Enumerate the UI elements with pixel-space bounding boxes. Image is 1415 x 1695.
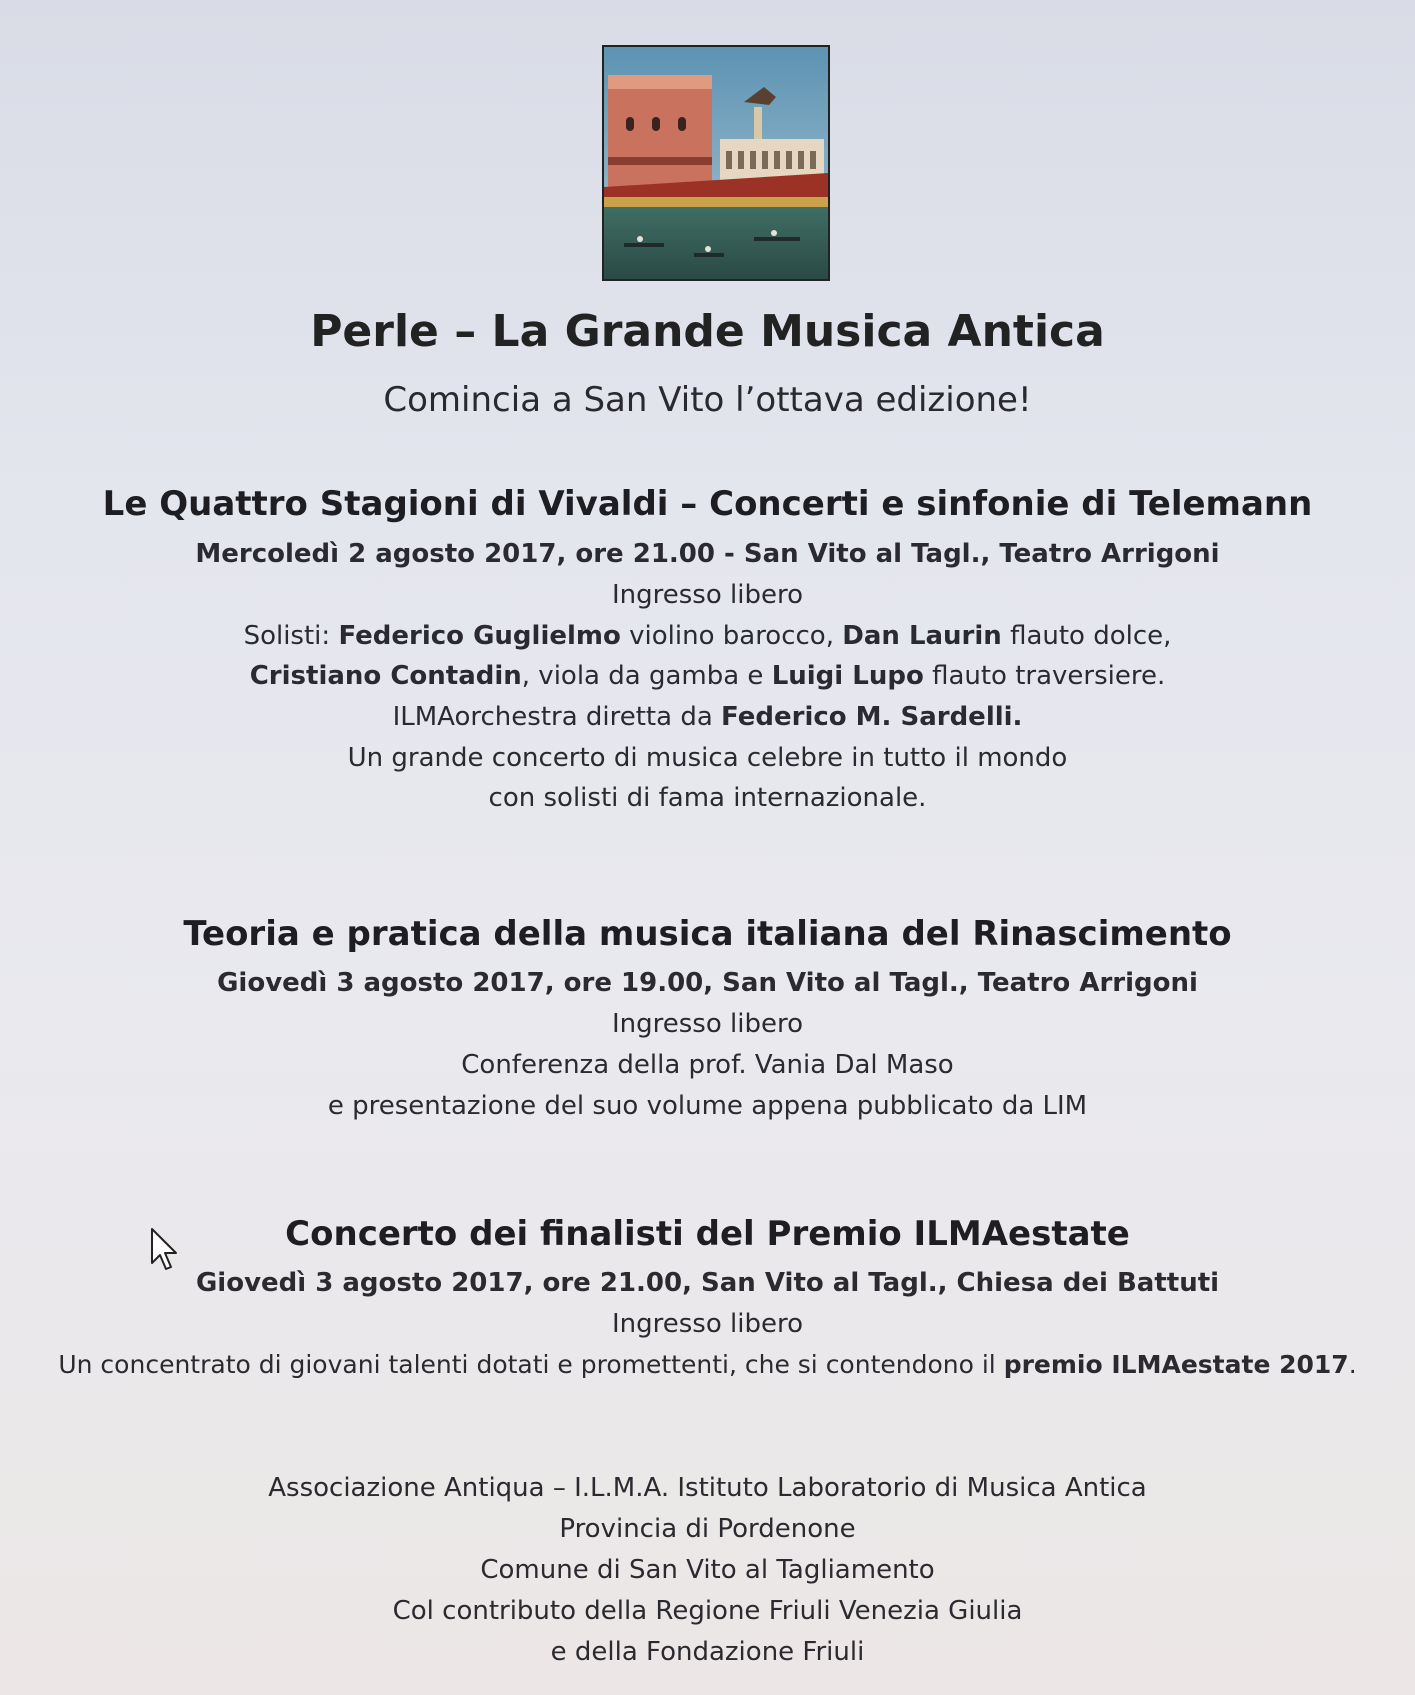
footer-line: Provincia di Pordenone bbox=[559, 1514, 856, 1544]
event-entry: Ingresso libero bbox=[611, 1009, 803, 1039]
performer-name: Luigi Lupo bbox=[771, 661, 924, 691]
footer-line: Comune di San Vito al Tagliamento bbox=[480, 1555, 935, 1585]
event-description: Conferenza della prof. Vania Dal Maso bbox=[461, 1050, 954, 1080]
performer-role: flauto dolce, bbox=[1001, 621, 1172, 651]
page-title: Perle – La Grande Musica Antica bbox=[310, 306, 1105, 357]
prize-name: premio ILMAestate 2017 bbox=[1003, 1350, 1349, 1379]
performer-name: Dan Laurin bbox=[842, 621, 1002, 651]
event-date: Giovedì 3 agosto 2017, ore 21.00, San Vito al Tagl., Chiesa dei Battuti bbox=[195, 1268, 1220, 1298]
description-suffix: . bbox=[1348, 1350, 1357, 1379]
performer-role: flauto traversiere. bbox=[923, 661, 1166, 691]
soloists-prefix: Solisti: bbox=[243, 621, 339, 651]
event-heading: Le Quattro Stagioni di Vivaldi – Concerti e sinfonie di Telemann bbox=[102, 484, 1313, 524]
performer-name: Cristiano Contadin bbox=[249, 661, 522, 691]
footer-line: Col contributo della Regione Friuli Venezia Giulia bbox=[392, 1596, 1023, 1626]
performer-role: , viola da gamba e bbox=[521, 661, 772, 691]
event-description: Un grande concerto di musica celebre in tutto il mondo bbox=[347, 743, 1068, 773]
event-date: Giovedì 3 agosto 2017, ore 19.00, San Vito al Tagl., Teatro Arrigoni bbox=[217, 968, 1198, 998]
event-orchestra bbox=[0, 702, 1415, 732]
orchestra-prefix: ILMAorchestra diretta da bbox=[392, 702, 722, 732]
footer-line: Associazione Antiqua – I.L.M.A. Istituto Laboratorio di Musica Antica bbox=[268, 1473, 1147, 1503]
event-heading: Concerto dei finalisti del Premio ILMAestate bbox=[285, 1214, 1130, 1254]
event-soloists-line-1 bbox=[0, 621, 1415, 651]
performer-name: Federico Guglielmo bbox=[338, 621, 621, 651]
venice-painting-image bbox=[602, 45, 830, 281]
event-description: con solisti di fama internazionale. bbox=[488, 783, 927, 813]
event-description bbox=[0, 1350, 1415, 1379]
venice-painting-svg bbox=[604, 47, 828, 279]
event-soloists-line-2 bbox=[0, 661, 1415, 691]
footer-line: e della Fondazione Friuli bbox=[550, 1637, 865, 1667]
conductor-name: Federico M. Sardelli. bbox=[721, 702, 1023, 732]
mouse-pointer-icon bbox=[150, 1227, 180, 1275]
performer-role: violino barocco, bbox=[620, 621, 843, 651]
page-subtitle: Comincia a San Vito l’ottava edizione! bbox=[383, 380, 1032, 420]
event-entry: Ingresso libero bbox=[611, 580, 803, 610]
event-entry: Ingresso libero bbox=[611, 1309, 803, 1339]
event-heading: Teoria e pratica della musica italiana del Rinascimento bbox=[183, 914, 1232, 954]
description-text: Un concentrato di giovani talenti dotati e promettenti, che si contendono il bbox=[58, 1350, 1004, 1379]
event-description: e presentazione del suo volume appena pubblicato da LIM bbox=[327, 1091, 1088, 1121]
event-date: Mercoledì 2 agosto 2017, ore 21.00 - San Vito al Tagl., Teatro Arrigoni bbox=[195, 539, 1220, 569]
